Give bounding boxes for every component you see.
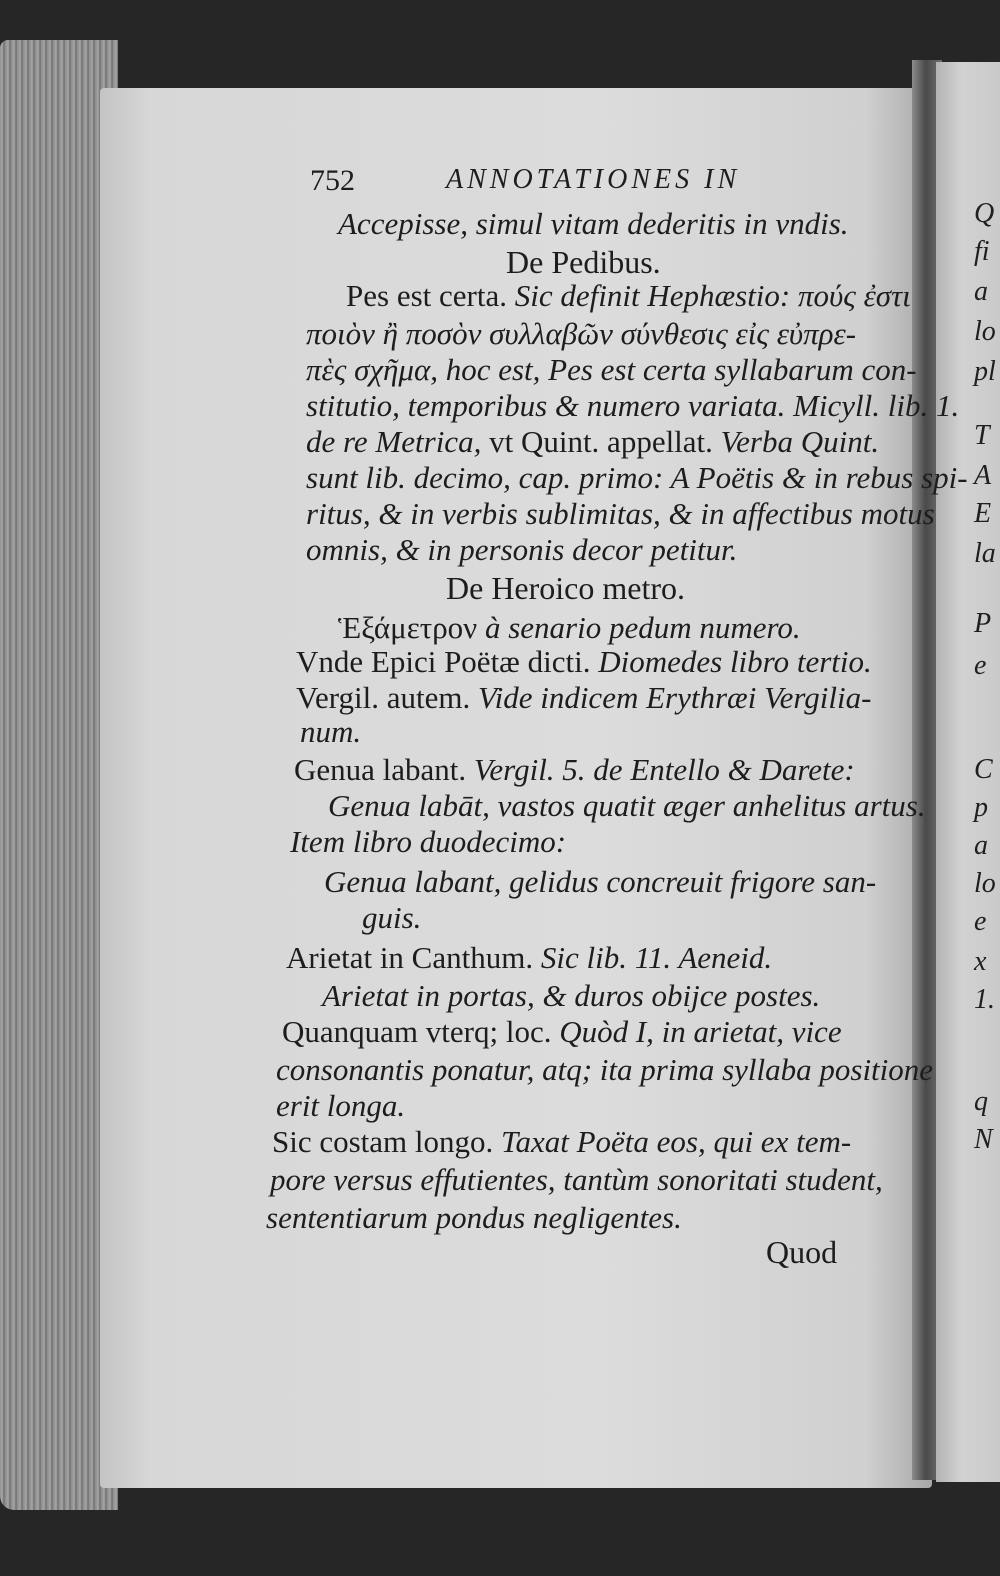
italic-text: Item libro duodecimo:: [290, 824, 567, 859]
facing-fragment: e: [974, 906, 987, 937]
facing-fragment: lo: [974, 868, 996, 899]
italic-text: ποιὸν ἢ ποσὸν συλλαβῶν σύνθεσις εἰς εὐπρε-: [306, 316, 857, 351]
roman-text: Vnde Epici Poëtæ dicti.: [296, 644, 599, 679]
text-line: [324, 866, 876, 897]
facing-fragment: e: [974, 650, 987, 681]
roman-text: Pes est certa.: [346, 278, 515, 313]
facing-fragment: a: [974, 830, 988, 861]
section-heading: [506, 246, 661, 278]
roman-text: De Heroico metro.: [446, 570, 686, 606]
roman-text: De Pedibus.: [506, 244, 661, 280]
italic-text: Genua labant, gelidus concreuit frigore san-: [324, 864, 877, 899]
text-line: [328, 790, 926, 821]
facing-page-edge: [936, 62, 1000, 1482]
text-line: [306, 426, 879, 457]
facing-fragment: x: [974, 946, 987, 977]
italic-text: Verba Quint.: [720, 424, 880, 459]
italic-text: Accepisse, simul vitam dederitis in vndis.: [338, 206, 849, 241]
italic-text: ritus, & in verbis sublimitas, & in affectibus motus: [306, 496, 935, 531]
facing-fragment: lo: [974, 316, 996, 347]
italic-text: sunt lib. decimo, cap. primo: A Poëtis & in rebus spi-: [306, 460, 968, 495]
roman-text: Genua labant.: [294, 752, 474, 787]
text-line: [276, 1090, 405, 1121]
facing-fragment: C: [974, 754, 993, 785]
text-line: [300, 716, 361, 747]
facing-fragment: A: [974, 460, 992, 491]
running-head: ANNOTATIONES IN: [446, 164, 741, 195]
facing-fragment: E: [974, 498, 992, 529]
text-line: [306, 354, 917, 385]
italic-text: erit longa.: [276, 1088, 406, 1123]
facing-fragment: N: [974, 1124, 993, 1155]
text-line: [338, 612, 801, 643]
facing-fragment: Q: [974, 198, 995, 229]
facing-fragment: T: [974, 420, 990, 451]
facing-fragment: P: [974, 608, 992, 639]
section-heading: [446, 572, 685, 604]
italic-text: Vide indicem Erythræi Vergilia-: [477, 680, 872, 715]
text-line: [282, 1016, 842, 1047]
text-line: [266, 1202, 682, 1233]
italic-text: omnis, & in personis decor petitur.: [306, 532, 738, 567]
text-line: [306, 534, 737, 565]
text-line: [296, 646, 872, 677]
italic-text: Quòd I, in arietat, vice: [559, 1014, 842, 1049]
italic-text: consonantis ponatur, atq; ita prima syllaba positione: [276, 1052, 934, 1087]
text-line: [306, 498, 935, 529]
facing-fragment: a: [974, 276, 988, 307]
italic-text: stitutio, temporibus & numero variata. Micyll. lib. 1.: [306, 388, 960, 423]
facing-fragment: q: [974, 1086, 988, 1117]
italic-text: Sic lib. 11. Aeneid.: [540, 940, 773, 975]
text-line: [272, 1126, 851, 1157]
text-line: [346, 280, 911, 311]
italic-text: guis.: [362, 900, 422, 935]
italic-text: Vergil. 5. de Entello & Darete:: [473, 752, 855, 787]
italic-text: pore versus effutientes, tantùm sonoritati student,: [270, 1162, 883, 1197]
italic-text: sententiarum pondus negligentes.: [266, 1200, 682, 1235]
catchword: Quod: [766, 1234, 838, 1270]
italic-text: Genua labāt, vastos quatit æger anhelitus artus.: [328, 788, 926, 823]
text-line: [322, 980, 820, 1011]
page-number: 752: [310, 164, 355, 197]
facing-fragment: la: [974, 538, 996, 569]
text-line: [270, 1164, 883, 1195]
text-line: [306, 462, 968, 493]
facing-fragment: pl: [974, 356, 996, 387]
italic-text: Taxat Poëta eos, qui ex tem-: [501, 1124, 852, 1159]
text-line: [306, 318, 856, 349]
text-line: [306, 390, 959, 421]
roman-text: Sic costam longo.: [272, 1124, 502, 1159]
roman-text: Quanquam vterq; loc.: [282, 1014, 560, 1049]
facing-fragment: fi: [974, 236, 990, 267]
italic-text: πὲς σχῆμα, hoc est, Pes est certa syllabarum con-: [306, 352, 917, 387]
facing-fragment: 1.: [974, 984, 995, 1015]
roman-text: Ἑξάμετρον: [338, 610, 485, 645]
facing-fragment: p: [974, 792, 988, 823]
italic-text: de re Metrica,: [306, 424, 490, 459]
italic-text: Sic definit Hephæstio: πούς ἐστι: [514, 278, 911, 313]
text-line: [362, 902, 421, 933]
italic-text: Diomedes libro tertio.: [598, 644, 872, 679]
roman-text: vt Quint. appellat.: [489, 424, 721, 459]
roman-text: Arietat in Canthum.: [286, 940, 541, 975]
text-line: [290, 826, 566, 857]
text-line: [276, 1054, 933, 1085]
text-line: [338, 208, 849, 239]
text-line: [286, 942, 772, 973]
roman-text: Vergil. autem.: [296, 680, 478, 715]
italic-text: à senario pedum numero.: [484, 610, 801, 645]
italic-text: num.: [300, 714, 362, 749]
italic-text: Arietat in portas, & duros obijce postes.: [322, 978, 821, 1013]
text-line: [296, 682, 871, 713]
text-line: [294, 754, 855, 785]
